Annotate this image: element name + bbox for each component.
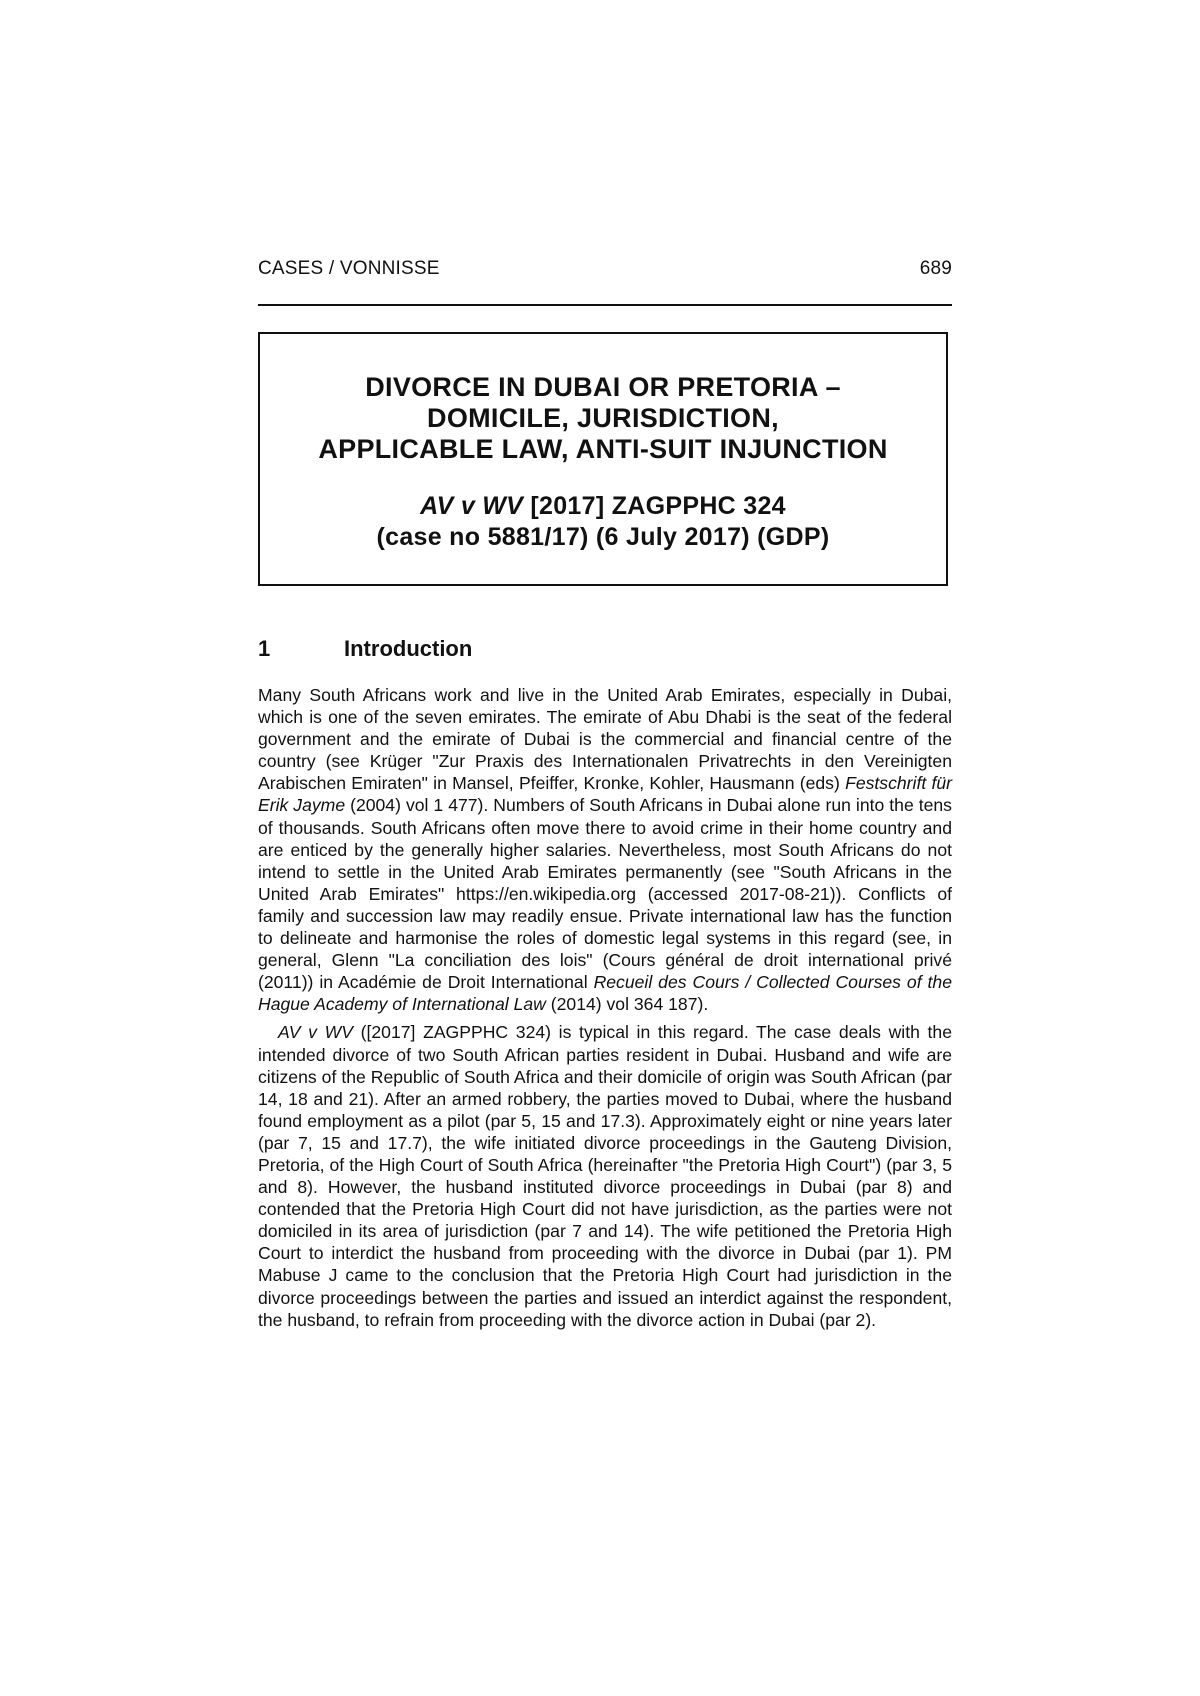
- running-header: [258, 258, 952, 280]
- section-heading: [258, 636, 472, 662]
- paragraph-2: AV v WV ([2017] ZAGPPHC 324) is typical in this regard. The case deals with the intended divorce of two South African parties resident in Dubai. Husband and wife are citizens of the Republic of South Africa and their domicile of origin was South African (par 14, 18 and 21). After an armed robbery, the parties moved to Dubai, where the husband found employment as a pilot (par 5, 15 and 17.3). Approximately eight or nine years later (par 7, 15 and 17.7), the wife initiated divorce proceedings in the Gauteng Division, Pretoria, of the High Court of South Africa (hereinafter "the Pretoria High Court") (par 3, 5 and 8). However, the husband instituted divorce proceedings in Dubai (par 8) and contended that the Pretoria High Court did not have jurisdiction, as the parties were not domiciled in its area of jurisdiction (par 7 and 14). The wife petitioned the Pretoria High Court to interdict the husband from proceeding with the divorce in Dubai (par 1). PM Mabuse J came to the conclusion that the Pretoria High Court had jurisdiction in the divorce proceedings between the parties and issued an interdict against the respondent, the husband, to refrain from proceeding with the divorce action in Dubai (par 2).: [258, 1022, 952, 1330]
- case-citation-line: [260, 491, 946, 522]
- journal-page: [258, 0, 952, 1696]
- case-citation: [2017] ZAGPPHC 324: [523, 492, 786, 520]
- paragraph-1: Many South Africans work and live in the United Arab Emirates, especially in Dubai, which is one of the seven emirates. The emirate of Abu Dhabi is the seat of the federal government and the emirate of Dubai is the commercial and financial centre of the country (see Krüger "Zur Praxis des Internationalen Privatrechts in den Vereinigten Arabischen Emiraten" in Mansel, Pfeiffer, Kronke, Kohler, Hausmann (eds) Festschrift für Erik Jayme (2004) vol 1 477). Numbers of South Africans in Dubai alone run into the tens of thousands. South Africans often move there to avoid crime in their home country and are enticed by the generally higher salaries. Nevertheless, most South Africans do not intend to settle in the United Arab Emirates permanently (see "South Africans in the United Arab Emirates" https://en.wikipedia.org (accessed 2017-08-21)). Conflicts of family and succession law may readily ensue. Private international law has the function to delineate and harmonise the roles of domestic legal systems in this regard (see, in general, Glenn "La conciliation des lois" (Cours général de droit international privé (2011)) in Académie de Droit International Recueil des Cours / Collected Courses of the Hague Academy of International Law (2014) vol 364 187).: [258, 685, 952, 1015]
- article-body: [258, 684, 952, 1331]
- running-title: CASES / VONNISSE: [258, 258, 440, 279]
- page-number: 689: [919, 258, 952, 279]
- article-title-line: APPLICABLE LAW, ANTI-SUIT INJUNCTION: [318, 434, 888, 464]
- section-number: 1: [258, 636, 271, 661]
- case-name: AV v WV: [420, 492, 524, 520]
- case-name-inline: AV v WV: [278, 1022, 353, 1043]
- italic-title: Festschrift für Erik Jayme: [258, 773, 952, 816]
- case-reference: [260, 491, 946, 553]
- section-title: Introduction: [344, 636, 473, 661]
- article-title-line: DOMICILE, JURISDICTION,: [427, 403, 779, 433]
- header-rule: [258, 304, 952, 306]
- article-title: [260, 372, 946, 465]
- title-box: [258, 332, 948, 586]
- case-details: (case no 5881/17) (6 July 2017) (GDP): [376, 523, 830, 551]
- italic-title: Recueil des Cours / Collected Courses of the Hague Academy of International Law: [258, 972, 952, 1015]
- article-title-line: DIVORCE IN DUBAI OR PRETORIA –: [365, 372, 841, 402]
